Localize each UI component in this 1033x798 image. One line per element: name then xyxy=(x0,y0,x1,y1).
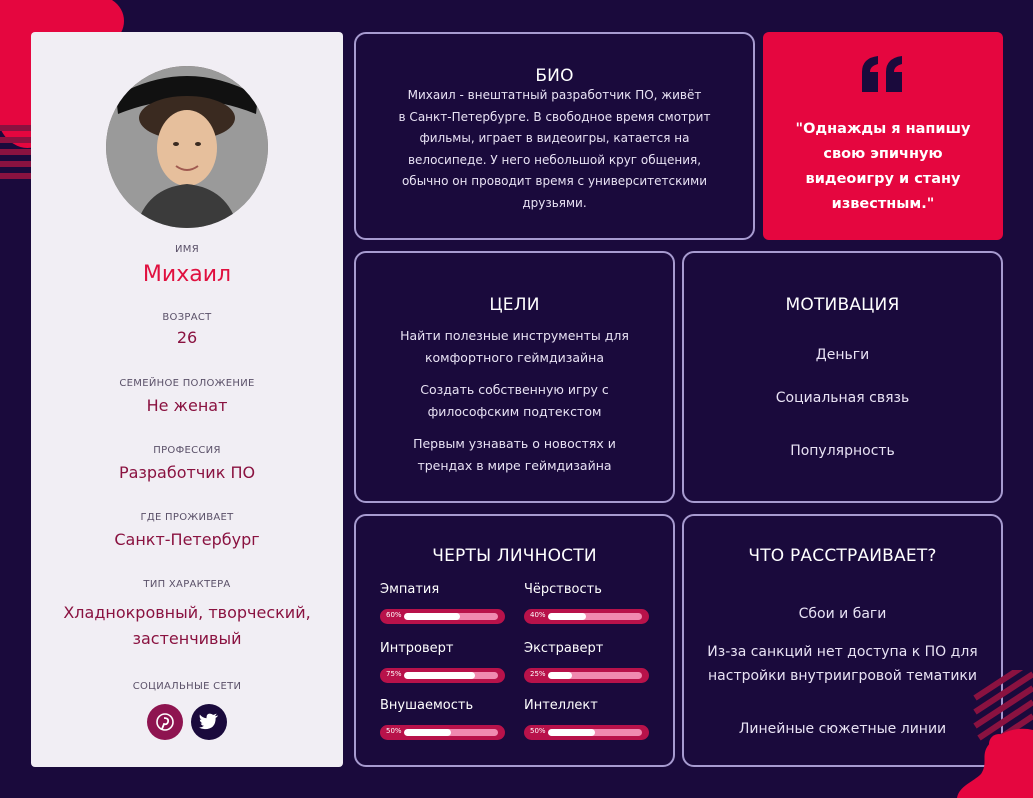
bio-line: обычно он проводит время с университетскими xyxy=(401,174,708,188)
quote-mark-icon xyxy=(860,54,906,94)
trait-label: Внушаемость xyxy=(380,698,474,713)
frustration-item-line: Из-за санкций нет доступа к ПО для xyxy=(707,644,978,660)
bio-line: велосипеде. У него небольшой круг общения, xyxy=(407,152,702,167)
profile-panel xyxy=(31,32,343,767)
decorative-blob-bottom-right xyxy=(955,670,1033,798)
quote-line: свою эпичную xyxy=(823,146,943,162)
trait-label: Интеллект xyxy=(524,698,598,713)
motivation-title: МОТИВАЦИЯ xyxy=(785,295,900,315)
profession-label: ПРОФЕССИЯ xyxy=(153,445,221,456)
trait-bar xyxy=(380,668,505,683)
quote-text xyxy=(783,117,983,217)
bio-title: БИО xyxy=(535,66,574,86)
trait-percent: 75% xyxy=(386,670,402,678)
trait-percent: 40% xyxy=(530,611,546,619)
traits-title: ЧЕРТЫ ЛИЧНОСТИ xyxy=(432,546,597,566)
avatar xyxy=(106,66,268,228)
trait-fill xyxy=(404,613,460,620)
avatar-illustration xyxy=(106,66,268,228)
goal-item-line: Создать собственную игру с xyxy=(420,382,609,397)
quote-line: видеоигру и стану xyxy=(805,171,961,187)
trait-label: Эмпатия xyxy=(380,582,440,597)
quote-line: известным." xyxy=(831,196,935,212)
social-label: СОЦИАЛЬНЫЕ СЕТИ xyxy=(132,681,242,692)
goal-item-line: комфортного геймдизайна xyxy=(424,350,605,365)
frustration-item-line: настройки внутриигровой тематики xyxy=(708,668,977,684)
goal-item-line: Первым узнавать о новостях и xyxy=(413,436,616,451)
traits-card xyxy=(354,514,675,767)
motivation-item: Популярность xyxy=(790,443,895,459)
pinterest-icon[interactable] xyxy=(147,704,183,740)
goal-item-line: трендах в мире геймдизайна xyxy=(417,458,612,473)
character-value-line1: Хладнокровный, творческий, xyxy=(63,603,311,622)
age-value: 26 xyxy=(176,328,198,347)
trait-bar xyxy=(524,725,649,740)
name-value: Михаил xyxy=(142,262,232,287)
quote-line: "Однажды я напишу xyxy=(795,121,971,137)
bio-line: Михаил - внештатный разработчик ПО, живёт xyxy=(407,88,702,102)
frustration-item: Линейные сюжетные линии xyxy=(738,721,947,737)
marital-label: СЕМЕЙНОЕ ПОЛОЖЕНИЕ xyxy=(119,378,255,389)
trait-bar xyxy=(524,668,649,683)
bio-card xyxy=(354,32,755,240)
bio-line: в Санкт-Петербурге. В свободное время смотрит xyxy=(398,109,711,124)
trait-fill xyxy=(404,729,451,736)
trait-percent: 50% xyxy=(530,727,546,735)
age-label: ВОЗРАСТ xyxy=(162,312,212,323)
goal-item-line: Найти полезные инструменты для xyxy=(400,328,629,343)
motivation-item: Деньги xyxy=(815,347,870,363)
frustration-item xyxy=(684,640,1001,688)
frustration-item: Сбои и баги xyxy=(798,606,887,622)
trait-fill xyxy=(548,672,572,679)
bio-line: друзьями. xyxy=(522,195,587,210)
frustrations-title: ЧТО РАССТРАИВАЕТ? xyxy=(748,546,937,566)
goals-card xyxy=(354,251,675,503)
social-links xyxy=(31,704,343,740)
residence-value: Санкт-Петербург xyxy=(114,530,260,549)
trait-percent: 25% xyxy=(530,670,546,678)
trait-label: Чёрствость xyxy=(524,582,602,597)
motivation-card xyxy=(682,251,1003,503)
trait-fill xyxy=(404,672,475,679)
name-label: ИМЯ xyxy=(175,244,199,255)
residence-label: ГДЕ ПРОЖИВАЕТ xyxy=(140,512,234,523)
trait-percent: 50% xyxy=(386,727,402,735)
profession-value: Разработчик ПО xyxy=(118,463,256,482)
character-label: ТИП ХАРАКТЕРА xyxy=(143,579,231,590)
trait-fill xyxy=(548,613,586,620)
motivation-item: Социальная связь xyxy=(775,390,910,406)
trait-label: Интроверт xyxy=(380,641,454,656)
goals-title: ЦЕЛИ xyxy=(489,295,540,315)
trait-bar xyxy=(524,609,649,624)
quote-card xyxy=(763,32,1003,240)
trait-fill xyxy=(548,729,595,736)
goal-item-line: философским подтекстом xyxy=(427,404,602,419)
trait-bar xyxy=(380,725,505,740)
twitter-icon[interactable] xyxy=(191,704,227,740)
character-value-line2: застенчивый xyxy=(132,629,242,648)
marital-value: Не женат xyxy=(146,396,228,415)
trait-label: Экстраверт xyxy=(524,641,604,656)
bio-line: фильмы, играет в видеоигры, катается на xyxy=(419,131,690,145)
trait-percent: 60% xyxy=(386,611,402,619)
trait-bar xyxy=(380,609,505,624)
